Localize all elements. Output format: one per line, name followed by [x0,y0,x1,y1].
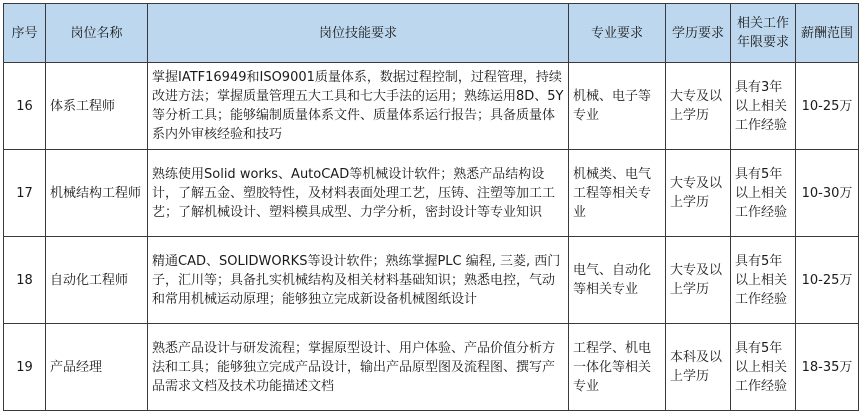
cell-salary: 10-30万 [796,150,859,237]
cell-skills: 熟练使用Solid works、AutoCAD等机械设计软件；熟悉产品结构设计，了解五金、塑胶特性，及材料表面处理工艺，压铸、注塑等加工工艺；了解机械设计、塑料模具成型、力学分析，密封设计等专业知识 [148,150,569,237]
table-row [4,150,859,237]
cell-position: 产品经理 [46,324,148,411]
job-requirements-table [3,3,859,411]
cell-major: 机械类、电气工程等相关专业 [569,150,666,237]
cell-seq: 18 [4,237,46,324]
cell-salary: 10-25万 [796,63,859,150]
table-row [4,63,859,150]
cell-education: 大专及以上学历 [666,63,731,150]
cell-salary: 18-35万 [796,324,859,411]
cell-skills: 掌握IATF16949和ISO9001质量体系，数据过程控制，过程管理，持续改进方法；掌握质量管理五大工具和七大手法的运用；熟练运用8D、5Y等分析工具；能够编制质量体系文件、质量体系运行报告；具备质量体系内外审核经验和技巧 [148,63,569,150]
cell-skills: 熟悉产品设计与研发流程；掌握原型设计、用户体验、产品价值分析方法和工具；能够独立完成产品设计，输出产品原型图及流程图、撰写产品需求文档及技术功能描述文档 [148,324,569,411]
table-row [4,237,859,324]
cell-salary: 10-25万 [796,237,859,324]
header-seq: 序号 [4,4,46,63]
cell-position: 机械结构工程师 [46,150,148,237]
header-salary: 薪酬范围 [796,4,859,63]
cell-seq: 19 [4,324,46,411]
cell-education: 本科及以上学历 [666,324,731,411]
cell-experience: 具有3年以上相关工作经验 [731,63,796,150]
header-major: 专业要求 [569,4,666,63]
table-header [4,4,859,63]
cell-major: 工程学、机电一体化等相关专业 [569,324,666,411]
cell-major: 机械、电子等专业 [569,63,666,150]
cell-education: 大专及以上学历 [666,150,731,237]
header-experience: 相关工作年限要求 [731,4,796,63]
cell-skills: 精通CAD、SOLIDWORKS等设计软件；熟练掌握PLC 编程, 三菱, 西门子，汇川等；具备扎实机械结构及相关材料基础知识；熟悉电控，气动和常用机械运动原理；能够独立完成新设备机械图纸设计 [148,237,569,324]
cell-seq: 17 [4,150,46,237]
header-skills: 岗位技能要求 [148,4,569,63]
cell-education: 大专及以上学历 [666,237,731,324]
cell-experience: 具有5年以上相关工作经验 [731,150,796,237]
table-row [4,324,859,411]
cell-major: 电气、自动化等相关专业 [569,237,666,324]
header-education: 学历要求 [666,4,731,63]
cell-seq: 16 [4,63,46,150]
header-row [4,4,859,63]
cell-position: 体系工程师 [46,63,148,150]
table-body [4,63,859,411]
cell-experience: 具有5年以上相关工作经验 [731,324,796,411]
cell-experience: 具有5年以上相关工作经验 [731,237,796,324]
header-position: 岗位名称 [46,4,148,63]
cell-position: 自动化工程师 [46,237,148,324]
